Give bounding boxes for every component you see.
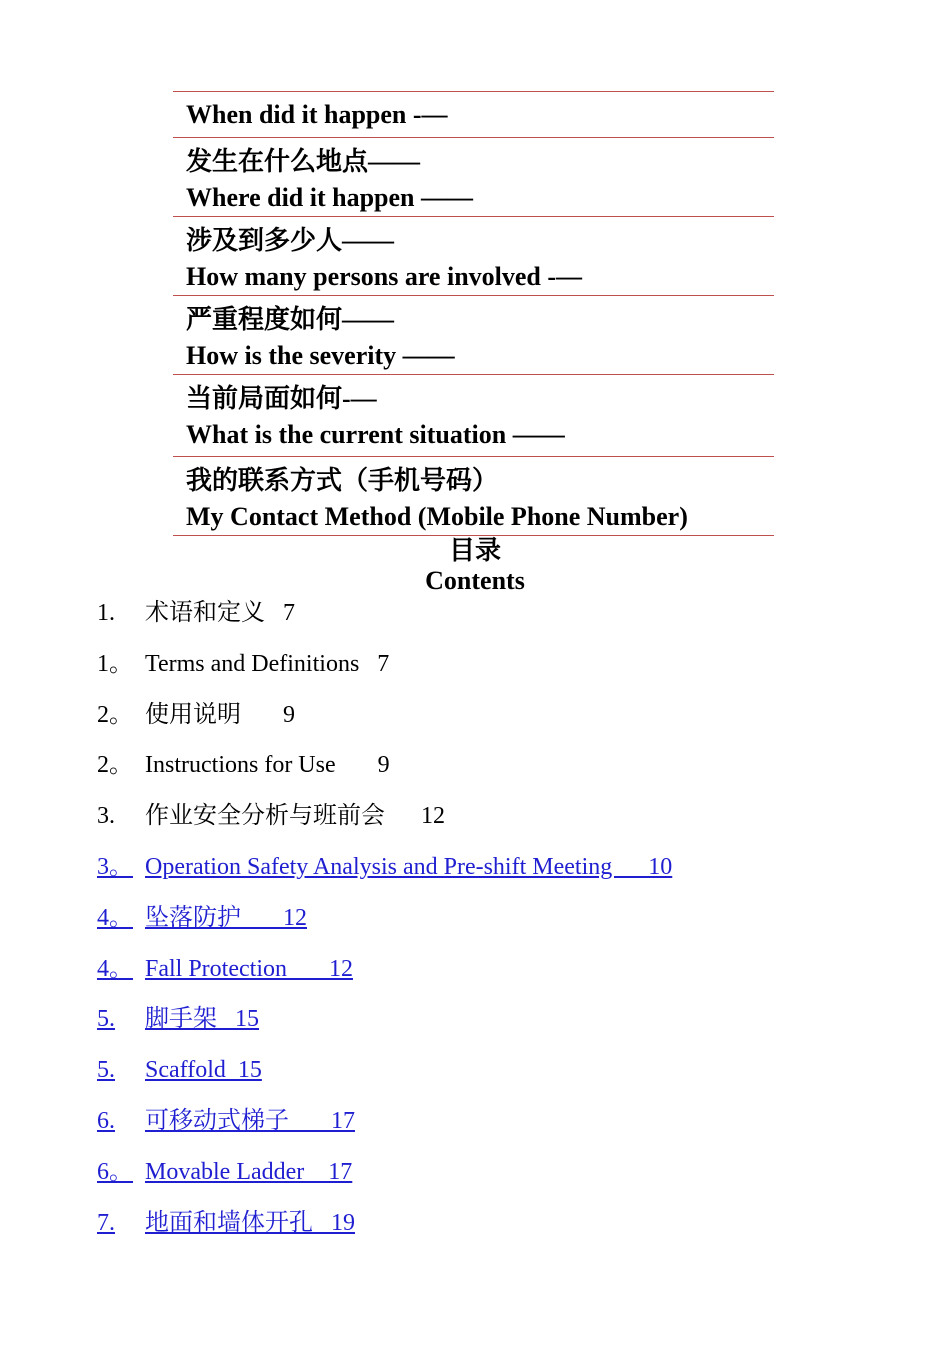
toc-item (97, 748, 897, 799)
toc-item-number: 4。 (97, 904, 133, 931)
toc-item-text: 坠落防护 12 (145, 904, 307, 931)
row-text-cn: 当前局面如何-— (186, 384, 377, 413)
report-row-when (173, 92, 774, 138)
toc-item-number: 6。 (97, 1158, 133, 1185)
toc-item (97, 698, 897, 749)
row-text-en: How is the severity —— (186, 341, 455, 370)
row-text-en: How many persons are involved -— (186, 262, 583, 291)
toc-item-text: Operation Safety Analysis and Pre-shift Meeting 10 (145, 853, 673, 880)
row-text-cn: 我的联系方式（手机号码） (186, 466, 499, 495)
toc-item-text: 脚手架 15 (145, 1006, 259, 1033)
toc-item-number: 7. (97, 1209, 115, 1236)
toc-item-text: Instructions for Use 9 (145, 752, 390, 779)
toc-item-text: Fall Protection 12 (145, 955, 353, 982)
toc-link-floor-wall-openings-cn[interactable] (97, 1206, 897, 1257)
row-text-cn: 涉及到多少人—— (186, 226, 395, 255)
report-row-situation (173, 375, 774, 457)
incident-report-table (173, 91, 774, 536)
toc-item-number: 2。 (97, 701, 133, 728)
toc-item-number: 2。 (97, 752, 133, 779)
toc-item-text: 使用说明 9 (145, 701, 295, 728)
toc-link-fall-protection[interactable] (97, 952, 897, 1003)
toc-item-text: Scaffold 15 (145, 1057, 262, 1084)
row-text-en: When did it happen -— (186, 100, 448, 129)
toc-link-operation-safety[interactable] (97, 850, 897, 901)
toc-link-scaffold[interactable] (97, 1053, 897, 1104)
row-text-en: What is the current situation —— (186, 420, 565, 449)
toc-item-number: 3。 (97, 853, 133, 880)
toc-item-text: 术语和定义 7 (145, 600, 295, 626)
toc-item-text: 地面和墙体开孔 19 (145, 1209, 355, 1236)
toc-item-number: 5. (97, 1006, 115, 1033)
toc-item-number: 1。 (97, 650, 133, 677)
report-row-persons (173, 217, 774, 296)
toc-item-number: 6. (97, 1107, 115, 1134)
row-text-cn: 发生在什么地点—— (186, 147, 421, 176)
toc-title-en: Contents (425, 566, 525, 595)
row-text-en: My Contact Method (Mobile Phone Number) (186, 502, 688, 531)
toc-item-number: 3. (97, 803, 115, 830)
row-text-cn: 严重程度如何—— (186, 305, 395, 334)
toc-item-number: 1. (97, 600, 115, 626)
toc-item-text: Movable Ladder 17 (145, 1158, 353, 1185)
report-row-where (173, 138, 774, 217)
toc-link-scaffold-cn[interactable] (97, 1002, 897, 1053)
toc-item (97, 799, 897, 850)
toc-list (97, 596, 897, 1256)
report-row-contact (173, 457, 774, 536)
row-text-en: Where did it happen —— (186, 183, 474, 212)
toc-title-cn: 目录 (448, 536, 501, 565)
toc-item-text: 可移动式梯子 17 (145, 1107, 355, 1134)
toc-item-number: 5. (97, 1057, 115, 1084)
toc-link-movable-ladder[interactable] (97, 1155, 897, 1206)
toc-item-number: 4。 (97, 955, 133, 982)
toc-item-text: 作业安全分析与班前会 12 (145, 803, 445, 830)
toc-item-text: Terms and Definitions 7 (145, 650, 390, 677)
toc-item (97, 647, 897, 698)
toc-item (97, 596, 897, 647)
toc-link-movable-ladder-cn[interactable] (97, 1104, 897, 1155)
toc-link-fall-protection-cn[interactable] (97, 901, 897, 952)
report-row-severity (173, 296, 774, 375)
